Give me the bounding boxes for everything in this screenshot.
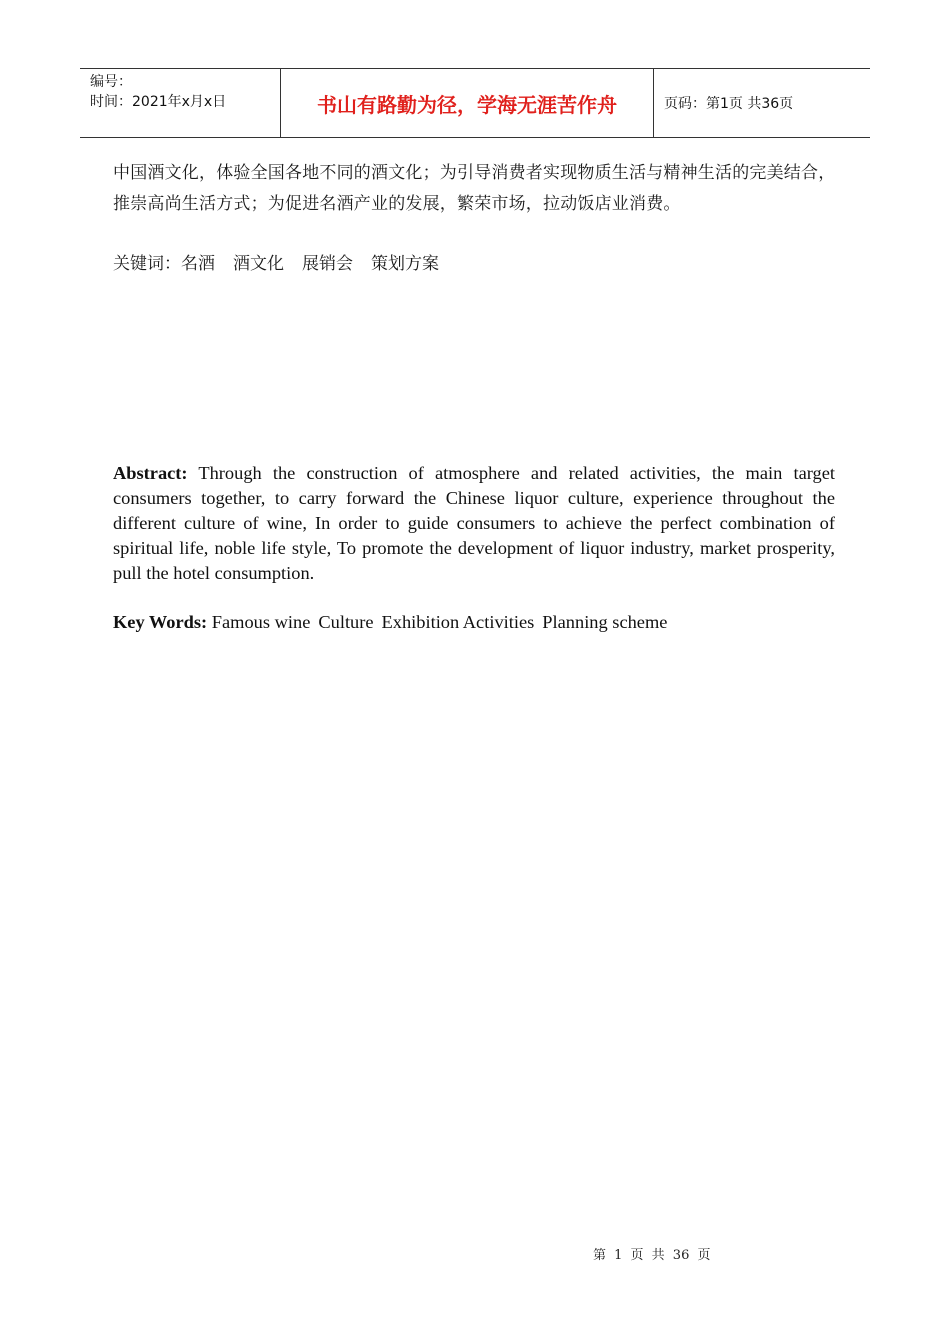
- chinese-keywords: [113, 250, 837, 278]
- english-abstract: [113, 461, 835, 586]
- chinese-summary-paragraph: 中国酒文化，体验全国各地不同的酒文化；为引导消费者实现物质生活与精神生活的完美结合，推崇高尚生活方式；为促进名酒产业的发展，繁荣市场，拉动饭店业消费。: [113, 163, 836, 214]
- english-keyword: Planning scheme: [542, 612, 668, 632]
- header-meta: [80, 69, 281, 137]
- header-serial-number: 编号：: [90, 74, 132, 90]
- chinese-keyword: 名酒: [181, 254, 215, 274]
- abstract-label: Abstract:: [113, 463, 188, 483]
- page-header: [80, 68, 870, 138]
- abstract-text: Through the construction of atmosphere and related activities, the main target consumers together, to carry forward the Chinese liquor culture, experience throughout the different culture of wine, In order to guide consumers to achieve the perfect combination of spiritual life, noble life style, To promote the development of liquor industry, market prosperity, pull the hotel consumption.: [113, 463, 835, 583]
- header-motto: 书山有路勤为径，学海无涯苦作舟: [281, 69, 654, 137]
- page-footer-number: 第 1 页 共 36 页: [593, 1248, 711, 1263]
- header-page-info: 页码：第1页 共36页: [664, 96, 794, 112]
- header-date: 时间：2021年x月x日: [90, 94, 227, 110]
- english-keywords-label: Key Words:: [113, 612, 208, 632]
- chinese-keyword: 酒文化: [233, 254, 284, 274]
- english-keywords: [113, 610, 835, 635]
- english-keyword: Exhibition Activities: [381, 612, 535, 632]
- english-keyword: Famous wine: [211, 612, 311, 632]
- chinese-keyword: 展销会: [302, 254, 353, 274]
- english-keyword: Culture: [318, 612, 374, 632]
- chinese-keyword: 策划方案: [371, 254, 439, 274]
- chinese-keywords-label: 关键词：: [113, 254, 181, 274]
